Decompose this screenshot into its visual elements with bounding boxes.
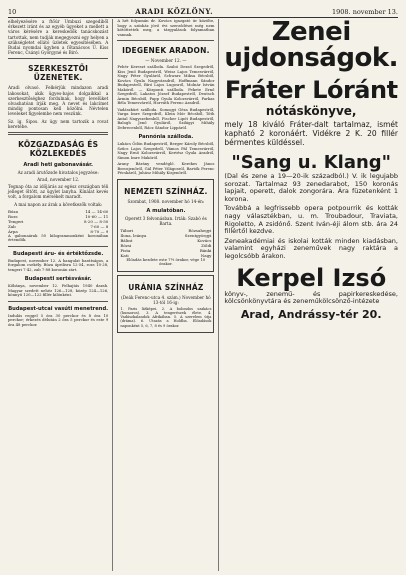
page-number: 10 — [8, 8, 17, 16]
ad-body-5: könyv-, zenemű- és papirkereskedése, kölcsönkönyvtára és zeneműkölcsönző-intézete — [224, 289, 398, 306]
rate-value: 8·70 — 9 — [90, 228, 109, 234]
subsection-vasuti: Budapest-utcai vasúti menetrend. — [8, 305, 109, 312]
rate-label: Árpa — [8, 228, 18, 234]
rate-label: Rozs — [8, 213, 18, 219]
ad-frater-lorant: Fráter Lóránt — [224, 76, 398, 104]
rate-value: 7·60 — 8 — [90, 223, 109, 229]
top-text: A hét folyamán dr. Kovács igazgató úr közölte, hogy a színház jövő évi szerződései még nem kötöttettek meg, a tárgyalások folyamatban vannak. — [117, 18, 215, 37]
columns — [8, 19, 398, 571]
ad-address: Arad, Andrássy-tér 20. — [240, 307, 382, 321]
rate-value: 8·20 — 8·50 — [83, 218, 109, 224]
newspaper-title: ARADI KÖZLÖNY. — [135, 7, 214, 16]
section-idegenek: IDEGENEK ARADON. — [122, 46, 210, 55]
vasuti-body: Indulás reggel 5 óra 30 perckor és 8 óra 10 perckor; érkezés délután 2 óra 5 perckor és este 9 óra 48 perckor. — [8, 312, 109, 327]
rates-table — [8, 209, 108, 234]
cast-role: Tábori — [120, 227, 134, 233]
szinhaz-title: A mulatóban. — [146, 207, 186, 214]
cast-actor: Szentgyörgyi — [184, 232, 212, 238]
ad-body-4: Zeneakadémiai és iskolai kották minden kiadásban, valamint egyházi zeneművek nagy raktára a legolcsóbb árakon. — [224, 236, 398, 260]
pannonia-body: Lukács Ödön Budapestről, Berger Károly Bécsből, Szűcs Lajos Szegedről, Vámos Pál Temesvárról, Nagy Ernő Kolozsvárról, Kertész Gyula Aradról, Simon Imre Makóról. — [117, 141, 215, 160]
divider — [8, 301, 108, 302]
szerkesztoi-body-2: Sz. ig. Sipos. Az ügy nem tartozik a rovat keretébe. — [8, 118, 109, 129]
urania-box — [117, 275, 214, 333]
issue-date: 1908. november 13. — [332, 8, 398, 16]
cast-actor: Rózsahegyi — [188, 227, 212, 233]
urania-program: 1. Paris látképei. 2. A bolondos szakács (humoros). 3. A tengerészek élete. 4. Vadászkalandok Afrikában. 5. A szerelem útja (dráma). 6. Utazás a Holdba. Előadások naponként 5, 6, 7, 8 és 9 órakor. — [120, 306, 212, 328]
rates-note: A gabonaárak 50 kilogrammonként koronában értendők. — [8, 232, 109, 243]
subsection-sertes: Budapesti sertésvásár. — [24, 276, 92, 283]
ad-body-3: Továbbá a legfrissebb opera potpourrik és kották nagy választékban, u. m. Troubadour, Traviata, Rigoletto, A zsidónő. Szent Iván-éji álom stb. ára 24 fillértől kezdve. — [224, 204, 398, 236]
cast-role: Pista — [120, 247, 131, 253]
pannonia-body-2: Arany Bárány vendéglő. Kerekes János Borosjenőről, Gál Péter Világosról, Bartók Ferenc Pécskáról, Juhász Mihály Kisjenőről. — [117, 161, 215, 175]
budapest-body: Budapest, november 12. A hangulat barátságos, a forgalom csekély. Búza áprilisra 12·54, rozs 10·28, tengeri 7·42, zab 7·88 koronán zárt. — [8, 257, 109, 272]
szinhaz-date: Szombat, 1908. november hó 14-én: — [127, 198, 205, 204]
ad-headline-ujdonsagok: ujdonságok. — [224, 43, 398, 73]
szerkesztoi-body: Aradi olvasó. Felkérjük mindazon aradi lakosokat, akik ügyes-bajos dolgaikkal a szerkesztőséghez fordulnak, hogy levelüket olvashatóan írják meg. A nevet és lakcímet mindig pontosan kell közölni. Névtelen leveleket figyelembe nem veszünk. — [8, 85, 109, 117]
ad-headline-zenei: Zenei — [271, 17, 351, 47]
cast-role: Ilona, leánya — [120, 232, 147, 238]
subsection-pannonia: Pannónia szálloda. — [138, 134, 194, 140]
rate-label: Búza — [8, 208, 19, 214]
ad-kerpel-izso: Kerpel Izsó — [236, 263, 387, 292]
gabona-body: Tegnap óta az időjárás az egész országban téli jelleget öltött, az ügylet lanyha. Kínálat kevés volt, a forgalom mérsékelt maradt. — [8, 184, 109, 200]
rate-label: Tengeri — [8, 218, 24, 224]
divider — [8, 246, 108, 247]
idegenek-body: Fehér Kereszt szálloda. Szabó Dezső Szegedről, Kiss Jenő Budapestről, Weisz Lajos Temesvárról, Nagy Péter Gyuláról, Schwarz Miksa Bécsből, Kovács Gyula Nagyváradról, Hoffmann Sándor Budapestről, Bíró Lajos Lugosról, Molnár István Makóról. — Központi szálloda. Fekete Ernő Szegedről, Lakatos József Budapestről, Deutsch Ármin Bécsből, Papp Gyula Kolozsvárról, Farkas Béla Temesvárról, Horváth Ferenc Aradról. — [117, 64, 215, 105]
section-szinhaz: NEMZETI SZÍNHÁZ. — [124, 186, 208, 196]
cast-actor: Kovács — [197, 237, 212, 243]
idegenek-date: — November 12. — — [145, 58, 187, 63]
rate-value: 14 — 14·60 — [85, 208, 109, 214]
divider — [117, 40, 214, 41]
cast-actor: Bánki — [199, 247, 212, 253]
subsection-gabona: Aradi heti gabonavásár. — [23, 162, 93, 169]
cast-actor: Nagy — [200, 252, 212, 258]
intro-text: elhelyezésére a ftőúr Umbuzi szegediből érkezett iránt és az egyéb ügyeket a mellett a város kérésére a kereskedők tanácskozást tartottak, nem tudják megegyezni egy helyen a szükségletet ellátó üzletek egyesítésében. A Budai nyomdai ügyben a főtanácsos Ú. Kiss Ferenc, Csányi Győrgyné és Biró. — [8, 19, 109, 56]
sertes-body: Kőbánya, november 12. Felhajtás 1940 darab. Magyar szedett nehéz 126—128, közép 124—126, könnyű 120—122 fillér kilónként. — [8, 283, 109, 298]
szinhaz-subtitle: Operett 3 felvonásban. Irták: Szabó és Barta. — [125, 215, 207, 226]
ad-notaskonyve: nótáskönyve, — [265, 104, 357, 118]
szinhaz-note: Előadás kezdete este 7½ órakor, vége 10 órakor. — [126, 256, 206, 266]
ad-sang-u-klang: "Sang u. Klang" — [231, 152, 392, 173]
gabona-table-title: A mai napon az árak a következők voltak: — [14, 201, 103, 207]
cast-role: Kati — [120, 252, 129, 258]
urania-subtitle: (Deák Ferenc-utca 4. szám.) November hó 13-tól 16-ig: — [121, 294, 211, 305]
column-2 — [113, 19, 219, 571]
ad-body-1: mely 18 kiváló Fráter-dalt tartalmaz, ismét kapható 2 koronáért. Vidékre 2 K. 20 fillér bérmentes küldéssel. — [224, 120, 398, 147]
advertisement-column — [219, 19, 398, 571]
cast-table — [120, 228, 211, 258]
subsection-gabona-sub: Az aradi árutőzsde hivatalos jegyzése: — [17, 170, 99, 176]
theatre-box — [117, 179, 214, 272]
rate-label: Zab — [8, 223, 16, 229]
subsection-budapest: Budapesti áru- és értéktőzsde. — [13, 250, 104, 257]
cast-role: Bálint — [120, 237, 133, 243]
gabona-date: Arad, november 12. — [37, 177, 80, 183]
column-1 — [8, 19, 113, 571]
divider — [8, 132, 108, 135]
section-szerkesztoi: SZERKESZTŐI ÜZENETEK. — [28, 64, 89, 83]
cast-actor: Zöldi — [201, 242, 212, 248]
section-urania: URÁNIA SZÍNHÁZ — [128, 282, 204, 292]
cast-role: Rózsi — [120, 242, 132, 248]
ad-body-2: (Dal és zene a 19—20-ik századból.) V. ik legujabb sorozat. Tartalmaz 93 zenedarabot, 150 koronás lapjait, operett, dalok zongorára. Ára füzetenként 1 korona. — [224, 172, 398, 203]
idegenek-body-2: Vadászkürt szálloda. Somogyi Géza Budapestről, Varga Imre Szegedről, Klein Mór Bécsből, Tóth Antal Nagyszebenből, Fischer Lipót Budapestről, Balogh Jenő Gyuláról, Szilágyi Mihály Debrecenből, Rácz Sándor Lippáról. — [117, 106, 215, 130]
divider — [8, 58, 108, 59]
rate-value: 10·60 — 11 — [85, 213, 109, 219]
section-kozgazdasag: KÖZGAZDASÁG ÉS KÖZLEKEDÉS — [18, 140, 99, 159]
